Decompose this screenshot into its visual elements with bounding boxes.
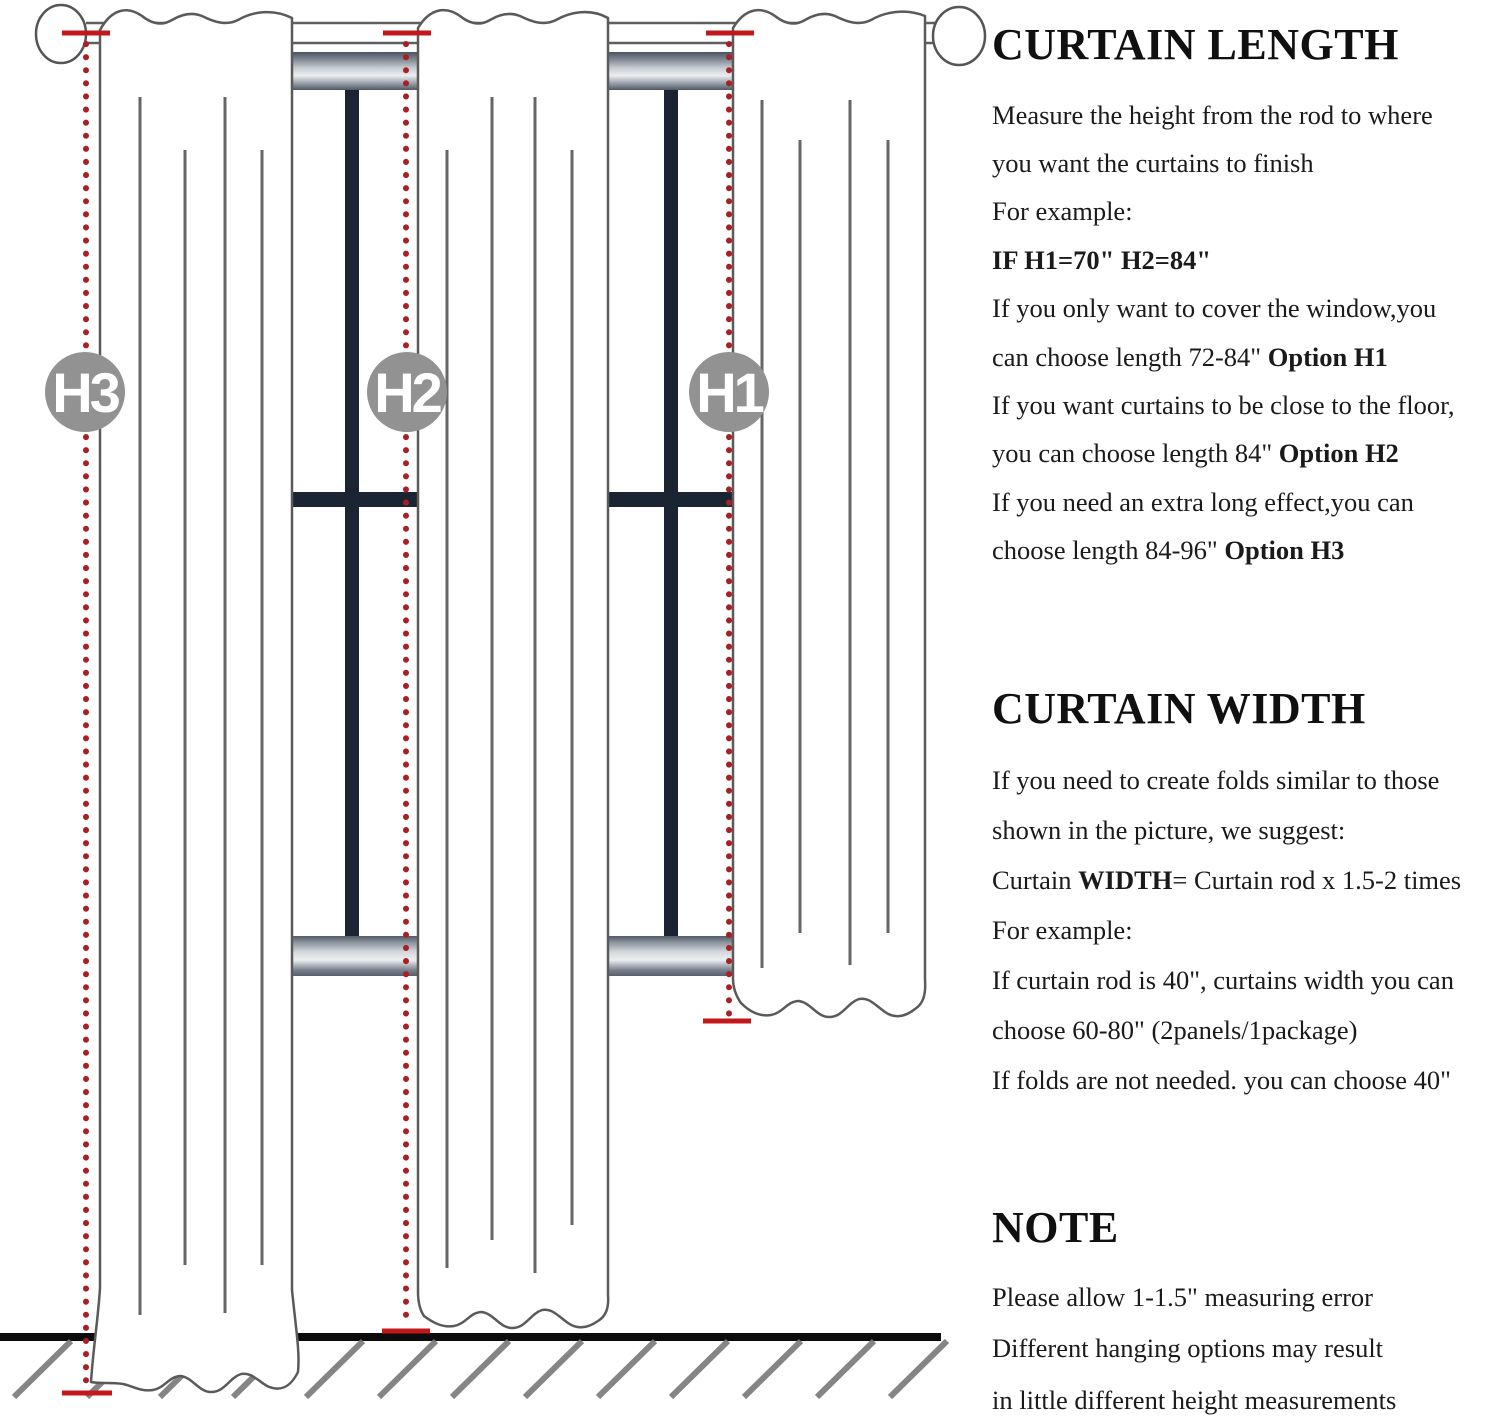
badge-h3-label: H3 [52, 361, 118, 424]
note-title: NOTE [992, 1203, 1119, 1252]
text-line: If you need an extra long effect,you can [992, 486, 1414, 517]
text-line: For example: [992, 914, 1133, 945]
curtain-length-paragraph [992, 91, 1500, 575]
window-mullion-vertical-right [664, 90, 678, 936]
rod-finial-right-icon [933, 7, 985, 65]
badge-h3 [45, 352, 125, 432]
text-line: Please allow 1-1.5" measuring error [992, 1281, 1373, 1312]
text-line: you can choose length 84" Option H2 [992, 438, 1399, 469]
text-line: Different hanging options may result [992, 1333, 1384, 1364]
note-paragraph [992, 1272, 1500, 1427]
text-line: For example: [992, 196, 1133, 227]
section-note [992, 1203, 1500, 1426]
curtain-width-title: CURTAIN WIDTH [992, 684, 1366, 733]
curtain-width-paragraph [992, 755, 1500, 1105]
text-line: you want the curtains to finish [992, 148, 1314, 178]
text-line: If you only want to cover the window,you [992, 293, 1437, 324]
text-line: If curtain rod is 40", curtains width you can [992, 964, 1454, 995]
text-line: If you want curtains to be close to the floor, [992, 390, 1455, 421]
text-line: If you need to create folds similar to those [992, 764, 1440, 795]
badge-h1-label: H1 [696, 361, 762, 424]
section-curtain-width [992, 684, 1500, 1105]
text-line: shown in the picture, we suggest: [992, 814, 1346, 845]
curtain-panel-h3 [91, 10, 299, 1392]
text-line: choose 60-80" (2panels/1package) [992, 1014, 1358, 1045]
badge-h1 [689, 352, 769, 432]
text-line: IF H1=70" H2=84" [992, 244, 1212, 275]
curtain-panel-h2 [418, 10, 608, 1328]
section-curtain-length [992, 20, 1500, 575]
text-line: can choose length 72-84" Option H1 [992, 341, 1388, 372]
text-line: Measure the height from the rod to where [992, 99, 1433, 130]
text-line: in little different height measurements [992, 1384, 1397, 1415]
badge-h2 [367, 352, 447, 432]
window-mullion-vertical-left [345, 90, 359, 936]
curtain-length-title: CURTAIN LENGTH [992, 20, 1399, 69]
text-line: choose length 84-96" Option H3 [992, 535, 1345, 566]
text-line: Curtain WIDTH= Curtain rod x 1.5-2 times [992, 864, 1462, 895]
text-line: If folds are not needed. you can choose 40" [992, 1064, 1451, 1095]
curtain-panel-h1 [733, 10, 925, 1017]
badge-h2-label: H2 [374, 361, 440, 424]
